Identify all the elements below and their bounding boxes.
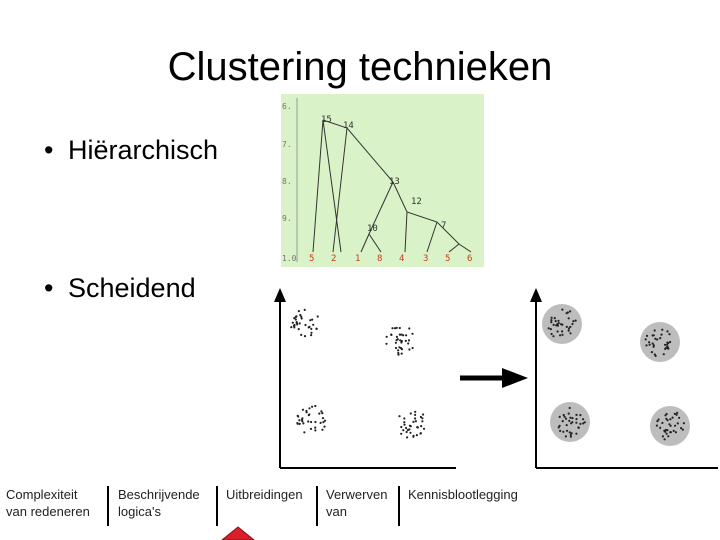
cluster-point [669, 431, 671, 433]
cluster-point [563, 414, 565, 416]
cluster-point [645, 338, 647, 340]
cluster-point [309, 319, 311, 321]
cluster-point [661, 422, 663, 424]
cluster-point [322, 417, 324, 419]
cluster-point [667, 435, 669, 437]
cluster-point [318, 413, 320, 415]
cluster-point [310, 334, 312, 336]
cluster-point [422, 413, 424, 415]
cluster-point [561, 309, 563, 311]
bullet-dot: • [44, 273, 54, 303]
cluster-point [298, 328, 300, 330]
cluster-point [405, 334, 407, 336]
cluster-point [297, 415, 299, 417]
node-label: 14 [343, 121, 354, 131]
cluster-point [302, 409, 304, 411]
cluster-point [569, 431, 571, 433]
cluster-point [390, 334, 392, 336]
cluster-point [298, 310, 300, 312]
cluster-point [412, 347, 414, 349]
cluster-point [406, 431, 408, 433]
cluster-point [301, 419, 303, 421]
y-tick-label: 6. [282, 102, 292, 111]
cluster-point [410, 412, 412, 414]
cluster-point [308, 326, 310, 328]
cluster-point [399, 339, 401, 341]
cluster-point [409, 425, 411, 427]
cluster-point [659, 337, 661, 339]
cluster-point [561, 324, 563, 326]
cluster-point [317, 315, 319, 317]
cluster-point [562, 420, 564, 422]
cluster-point [290, 326, 292, 328]
cluster-point [391, 327, 393, 329]
cluster-point [667, 347, 669, 349]
y-tick-label: 8. [282, 177, 292, 186]
cluster-point [322, 421, 324, 423]
leaf-label: 5 [445, 254, 451, 264]
cluster-point [308, 407, 310, 409]
cluster-point [566, 424, 568, 426]
cluster-point [414, 414, 416, 416]
cluster-point [395, 342, 397, 344]
cluster-point [664, 431, 666, 433]
cluster-point [405, 340, 407, 342]
cluster-point [548, 327, 550, 329]
cluster-point [551, 333, 553, 335]
leaf-label: 1 [355, 254, 361, 264]
cluster-point [423, 428, 425, 430]
cluster-point [569, 407, 571, 409]
slide-title: Clustering technieken [167, 45, 553, 89]
cluster-point [405, 427, 407, 429]
cluster-point [666, 342, 668, 344]
leaf-label: 4 [399, 254, 405, 264]
cluster-point [568, 330, 570, 332]
cluster-point [654, 329, 656, 331]
cluster-point [571, 323, 573, 325]
node-label: 13 [389, 177, 400, 187]
partitional-clustering-diagram [262, 286, 720, 476]
cluster-point [416, 434, 418, 436]
cluster-point [551, 317, 553, 319]
cluster-point [652, 334, 654, 336]
cluster-point [666, 330, 668, 332]
leaf-label: 3 [423, 254, 429, 264]
cluster-point [568, 327, 570, 329]
node-label: 10 [367, 224, 378, 234]
cluster-point [396, 336, 398, 338]
cluster-point [570, 436, 572, 438]
cluster-point [307, 420, 309, 422]
cluster-point [582, 418, 584, 420]
leaf-label: 5 [309, 254, 315, 264]
leaf-label: 8 [377, 254, 383, 264]
cluster-point [304, 335, 306, 337]
cluster-point [670, 425, 672, 427]
cluster-point [396, 339, 398, 341]
cluster-point [646, 335, 648, 337]
cluster-point [666, 344, 668, 346]
cluster-point [304, 309, 306, 311]
bullet-hierarchical [44, 134, 218, 166]
y-tick-label: 7. [282, 140, 292, 149]
bullet-label: Hiërarchisch [68, 135, 219, 165]
footer-item-acquisition[interactable]: Verwerven van [326, 487, 388, 519]
cluster-point [682, 429, 684, 431]
cluster-point [299, 314, 301, 316]
cluster-point [663, 353, 665, 355]
cluster-point [312, 324, 314, 326]
cluster-point [300, 334, 302, 336]
cluster-point [571, 417, 573, 419]
cluster-point [385, 343, 387, 345]
cluster-point [304, 324, 306, 326]
cluster-point [648, 341, 650, 343]
cluster-point [571, 421, 573, 423]
cluster-point [298, 419, 300, 421]
cluster-point [645, 344, 647, 346]
cluster-point [673, 430, 675, 432]
cluster-point [407, 342, 409, 344]
footer-separator [398, 486, 400, 526]
cluster-point [678, 417, 680, 419]
cluster-point [572, 320, 574, 322]
cluster-point [556, 323, 558, 325]
footer-item-extensions[interactable]: Uitbreidingen [226, 487, 303, 502]
cluster-point [659, 427, 661, 429]
cluster-point [566, 326, 568, 328]
cluster-point [296, 322, 298, 324]
cluster-point [550, 321, 552, 323]
cluster-point [553, 324, 555, 326]
cluster-point [654, 353, 656, 355]
cluster-point [314, 427, 316, 429]
cluster-point [664, 414, 666, 416]
cluster-point [656, 338, 658, 340]
transform-arrowhead [502, 368, 528, 388]
cluster-point [568, 317, 570, 319]
cluster-point [417, 426, 419, 428]
cluster-point [412, 435, 414, 437]
cluster-point [415, 420, 417, 422]
cluster-point [578, 427, 580, 429]
cluster-point [672, 417, 674, 419]
cluster-point [566, 312, 568, 314]
cluster-point [561, 334, 563, 336]
cluster-point [406, 436, 408, 438]
cluster-point [664, 438, 666, 440]
cluster-point [674, 425, 676, 427]
cluster-point [302, 422, 304, 424]
cluster-point [565, 418, 567, 420]
cluster-point [654, 338, 656, 340]
cluster-point [676, 412, 678, 414]
dendrogram-image [281, 94, 484, 267]
cluster-point [402, 429, 404, 431]
bullet-label: Scheidend [68, 273, 196, 303]
bullet-partitional [44, 272, 196, 304]
cluster-point [303, 431, 305, 433]
footer-separator [216, 486, 218, 526]
leaf-label: 2 [331, 254, 337, 264]
cluster-point [314, 421, 316, 423]
cluster-point [310, 332, 312, 334]
cluster-points [290, 309, 685, 441]
cluster-point [400, 426, 402, 428]
cluster-point [575, 422, 577, 424]
cluster-disc [640, 322, 680, 362]
cluster-point [408, 339, 410, 341]
cluster-point [299, 423, 301, 425]
cluster-point [316, 328, 318, 330]
cluster-point [311, 406, 313, 408]
cluster-point [414, 411, 416, 413]
cluster-point [308, 413, 310, 415]
cluster-point [412, 421, 414, 423]
cluster-point [653, 346, 655, 348]
node-label: 7 [441, 221, 447, 231]
cluster-point [400, 334, 402, 336]
cluster-point [310, 428, 312, 430]
right-y-arrowhead [530, 288, 542, 302]
cluster-point [568, 420, 570, 422]
cluster-point [295, 315, 297, 317]
cluster-point [569, 310, 571, 312]
cluster-point [680, 427, 682, 429]
cluster-point [421, 420, 423, 422]
cluster-point [292, 322, 294, 324]
y-tick-label: 1.0 [282, 254, 297, 263]
cluster-point [575, 414, 577, 416]
node-label: 15 [321, 115, 332, 125]
cluster-point [668, 333, 670, 335]
dendrogram-background [281, 94, 484, 267]
cluster-point [559, 334, 561, 336]
current-section-marker [220, 526, 256, 540]
cluster-point [311, 319, 313, 321]
cluster-point [651, 351, 653, 353]
cluster-point [321, 429, 323, 431]
cluster-point [579, 423, 581, 425]
node-label: 12 [411, 197, 422, 207]
cluster-point [575, 320, 577, 322]
cluster-point [566, 430, 568, 432]
cluster-point [421, 417, 423, 419]
cluster-point [403, 424, 405, 426]
cluster-point [396, 327, 398, 329]
cluster-point [408, 348, 410, 350]
cluster-point [666, 433, 668, 435]
cluster-point [555, 320, 557, 322]
cluster-point [314, 405, 316, 407]
y-tick-label: 9. [282, 214, 292, 223]
footer-separator [107, 486, 109, 526]
footer-navigation [0, 484, 720, 540]
left-y-arrowhead [274, 288, 286, 302]
cluster-point [314, 429, 316, 431]
cluster-point [669, 341, 671, 343]
cluster-point [554, 317, 556, 319]
cluster-point [561, 330, 563, 332]
cluster-point [575, 418, 577, 420]
cluster-point [550, 319, 552, 321]
cluster-point [296, 422, 298, 424]
cluster-point [683, 422, 685, 424]
cluster-point [323, 426, 325, 428]
cluster-point [649, 344, 651, 346]
cluster-point [403, 417, 405, 419]
cluster-point [400, 433, 402, 435]
cluster-point [420, 425, 422, 427]
cluster-point [557, 320, 559, 322]
cluster-point [306, 411, 308, 413]
footer-item-complexity[interactable]: Complexiteit van redeneren [6, 487, 90, 519]
cluster-point [399, 327, 401, 329]
cluster-point [661, 329, 663, 331]
cluster-point [320, 410, 322, 412]
cluster-point [414, 417, 416, 419]
cluster-point [320, 422, 322, 424]
cluster-point [409, 432, 411, 434]
cluster-point [579, 414, 581, 416]
cluster-point [575, 433, 577, 435]
cluster-point [310, 328, 312, 330]
cluster-point [660, 334, 662, 336]
cluster-point [662, 435, 664, 437]
cluster-point [408, 327, 410, 329]
footer-item-knowledge-discovery[interactable]: Kennisblootlegging [408, 487, 518, 502]
cluster-point [656, 420, 658, 422]
cluster-point [666, 429, 668, 431]
cluster-point [568, 413, 570, 415]
cluster-point [386, 336, 388, 338]
cluster-point [565, 435, 567, 437]
cluster-point [299, 322, 301, 324]
cluster-point [562, 431, 564, 433]
cluster-point [664, 344, 666, 346]
cluster-point [397, 349, 399, 351]
cluster-point [401, 353, 403, 355]
cluster-point [676, 414, 678, 416]
cluster-point [667, 419, 669, 421]
cluster-point [675, 431, 677, 433]
cluster-point [395, 347, 397, 349]
cluster-point [558, 426, 560, 428]
cluster-point [295, 318, 297, 320]
cluster-point [550, 328, 552, 330]
cluster-point [408, 428, 410, 430]
cluster-point [656, 425, 658, 427]
cluster-point [403, 421, 405, 423]
cluster-point [669, 418, 671, 420]
cluster-point [419, 432, 421, 434]
cluster-point [559, 416, 561, 418]
cluster-point [411, 333, 413, 335]
cluster-point [559, 430, 561, 432]
cluster-point [584, 421, 586, 423]
cluster-point [398, 415, 400, 417]
leaf-label: 6 [467, 254, 473, 264]
cluster-point [293, 324, 295, 326]
cluster-point [552, 335, 554, 337]
cluster-point [569, 417, 571, 419]
cluster-point [557, 330, 559, 332]
footer-separator [316, 486, 318, 526]
cluster-point [310, 421, 312, 423]
cluster-point [677, 422, 679, 424]
footer-item-description-logics[interactable]: Beschrijvende logica's [118, 487, 200, 519]
cluster-point [400, 347, 402, 349]
cluster-point [397, 354, 399, 356]
cluster-point [569, 332, 571, 334]
bullet-dot: • [44, 135, 54, 165]
